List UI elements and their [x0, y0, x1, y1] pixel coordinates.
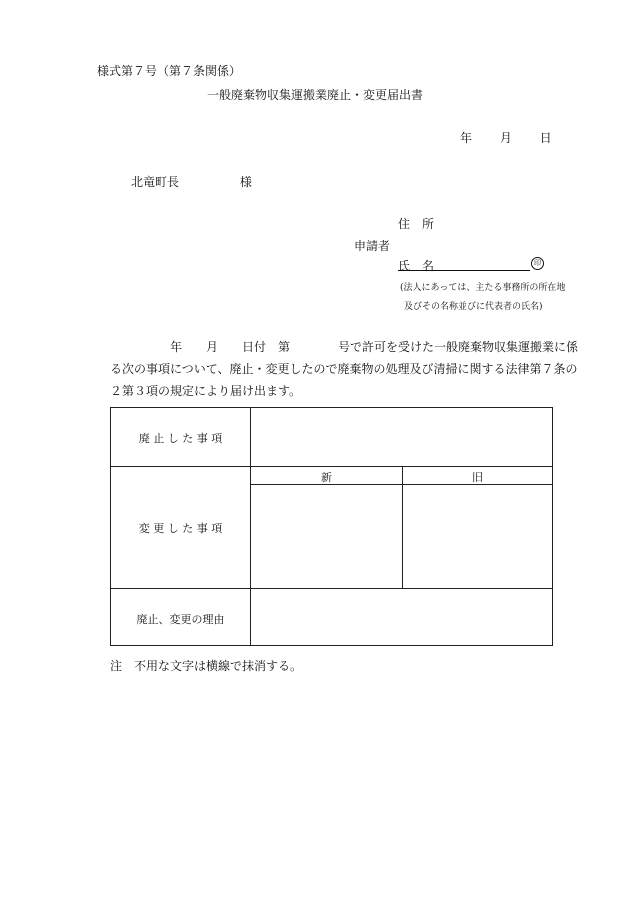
- date-month-label: 月: [499, 131, 512, 145]
- body-line-2: る次の事項について、廃止・変更したので廃棄物の処理及び清掃に関する法律第７条の: [110, 362, 578, 376]
- column-head-new: 新: [321, 471, 332, 484]
- document-title: 一般廃棄物収集運搬業廃止・変更届出書: [206, 88, 423, 102]
- addressee-honorific: 様: [239, 175, 252, 189]
- seal-mark: 印: [531, 257, 544, 270]
- addressee-name: 北竜町長: [131, 175, 180, 189]
- date-year-label: 年: [460, 131, 473, 145]
- name-underline: [398, 270, 530, 271]
- name-label: 氏 名: [398, 259, 435, 273]
- date-line: [460, 129, 552, 146]
- addressee: [131, 173, 252, 190]
- applicant-label: 申請者: [354, 239, 391, 253]
- changed-new-value-cell[interactable]: [251, 485, 402, 588]
- row-label-reason: 廃止、変更の理由: [136, 613, 225, 626]
- form-table: [110, 407, 553, 646]
- body-line-3: ２第３項の規定により届け出ます。: [110, 384, 302, 398]
- corporate-note-line2: 及びその名称並びに代表者の氏名): [404, 302, 543, 312]
- form-number: 様式第７号（第７条関係）: [97, 64, 242, 78]
- corporate-note-line1: (法人にあっては、主たる事務所の所在地: [400, 283, 566, 293]
- row-label-abolished: 廃 止 し た 事 項: [138, 432, 223, 445]
- date-day-label: 日: [539, 131, 552, 145]
- body-line-1: 年 月 日付 第 号で許可を受けた一般廃棄物収集運搬業に係: [170, 340, 579, 354]
- reason-value-cell[interactable]: [251, 589, 552, 645]
- column-head-old: 旧: [472, 471, 483, 484]
- footnote: 注 不用な文字は横線で抹消する。: [110, 659, 303, 673]
- abolished-value-cell[interactable]: [251, 408, 552, 466]
- body-text: [110, 336, 580, 402]
- changed-old-value-cell[interactable]: [403, 485, 552, 588]
- row-label-changed: 変 更 し た 事 項: [138, 522, 223, 535]
- address-label: 住 所: [398, 217, 435, 231]
